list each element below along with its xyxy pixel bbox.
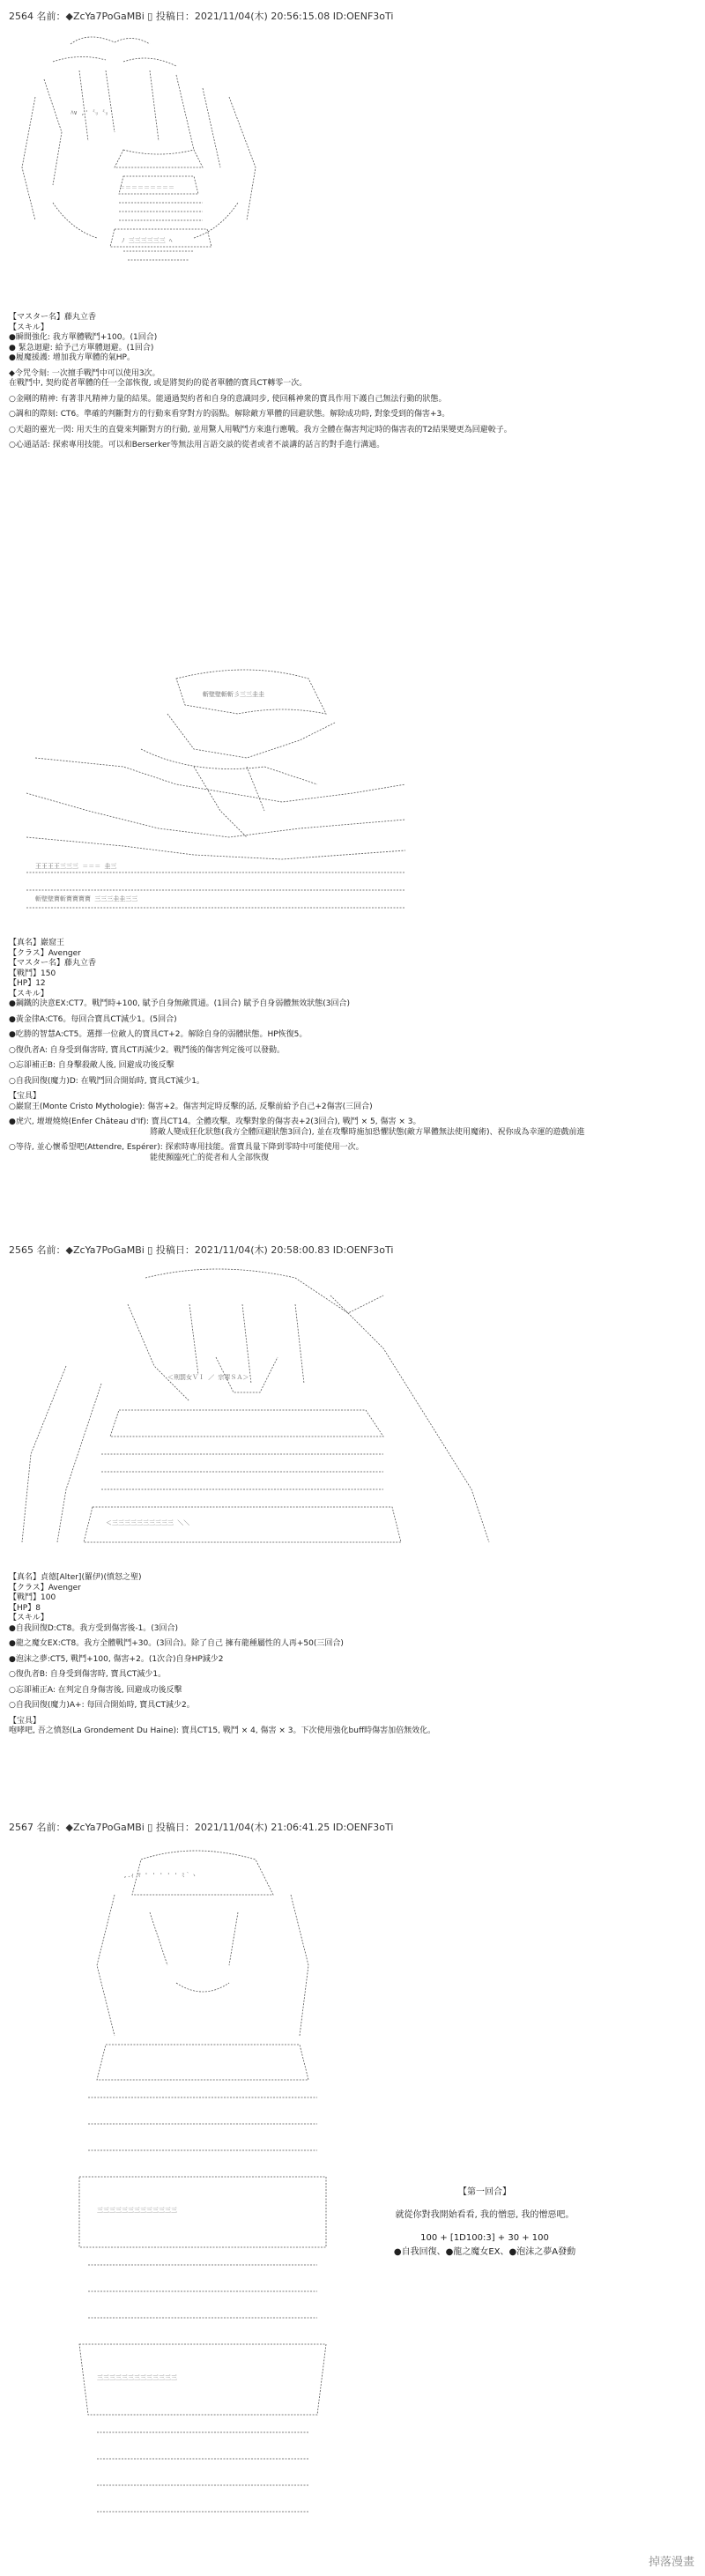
svg-text:三三三三三三三三三三三三三: 三三三三三三三三三三三三三 xyxy=(97,2207,177,2214)
site-watermark: 掉落漫畫 xyxy=(648,2556,694,2569)
noble-phantasm-heading: 【宝具】 xyxy=(9,1092,41,1101)
ascii-art-drawing xyxy=(62,1842,344,2543)
battle-stat: 【戰鬥】150 xyxy=(9,969,56,978)
master-line: 【マスター名】藤丸立香 xyxy=(9,959,97,968)
battle-stat: 【戰鬥】100 xyxy=(9,1593,56,1602)
skill-heading: 【スキル】 xyxy=(9,1614,48,1622)
skill-line: ○忘卻補正A: 在判定自身傷害後, 回避成功後反擊 xyxy=(9,1685,182,1695)
svg-text:＜三三三三三三三三三三 ＼＼: ＜三三三三三三三三三三 ＼＼ xyxy=(106,1519,190,1526)
skill-line: ●鋼鐵的決意EX:CT7。戰鬥時+100, 賦予自身無敵貫通。(1回合) 賦予自身弱體無效狀態(3回合) xyxy=(9,999,351,1008)
skill-line: ○金剛的精神: 有著非凡精神力量的結果。能通過契約者和自身的意識同步, 使回稱神衆的寶具作用下護自己無法行動的狀態。 xyxy=(9,394,447,404)
skill-line: ○心通話話: 探索專用技能。可以和Berserker等無法用言語交談的從者或者不談講的話言的對手進行溝通。 xyxy=(9,441,385,449)
skill-heading: 【スキル】 xyxy=(9,989,48,998)
skill-line: ●瞬間強化: 我方單體戰鬥+100。(1回合) xyxy=(9,333,158,342)
noble-phantasm-line: ○巖窟王(Monte Cristo Mythologie): 傷害+2。傷害判定時反擊的話, 反擊前給予自己+2傷害(三回合) xyxy=(9,1102,373,1111)
servant-stats-master xyxy=(9,313,696,451)
svg-text:王王王王三三三 ＝＝＝ 圭三: 王王王王三三三 ＝＝＝ 圭三 xyxy=(35,863,117,870)
servant-stats-jalter xyxy=(9,1573,696,1737)
skill-line: ○自我回復(魔力)D: 在戰鬥回合開始時, 寶具CT減少1。 xyxy=(9,1076,204,1086)
class-line: 【クラス】Avenger xyxy=(9,948,81,958)
skill-heading: 【スキル】 xyxy=(9,323,48,332)
round-dialogue: 就從你對我開始看看, 我的憎惡, 我的憎惡吧。 xyxy=(395,2210,575,2220)
skill-line: 在戰鬥中, 契約從者單體的任一全部恢復, 或是將契約的從者單體的寶具CT轉零一次。 xyxy=(9,379,308,388)
ascii-art-figure xyxy=(18,26,352,291)
round-formula: 100 + [1D100:3] + 30 + 100 xyxy=(420,2233,549,2243)
svg-text:,.ｨ ﾏ ' ' ' ' ' ﾐ｀ヽ: ,.ｨ ﾏ ' ' ' ' ' ﾐ｀ヽ xyxy=(123,1872,197,1879)
true-name: 【真名】巖窟王 xyxy=(9,939,65,947)
ascii-art-drawing xyxy=(18,26,352,291)
ascii-art-drawing xyxy=(18,661,414,925)
skill-line: ○忘卻補正B: 自身擊殺敵人後, 回避成功後反擊 xyxy=(9,1061,174,1070)
skill-line: ○天超的靈光一閃: 用天生的直覺來判斷對方的行動, 並用驚人用戰鬥方來進行應戰。我方全體在傷害判定時的傷害表的T2結果變更為回避較子。 xyxy=(9,425,512,434)
round-panel xyxy=(352,2186,617,2260)
round-title: 【第一回合】 xyxy=(458,2187,511,2197)
master-name: 【マスター名】藤丸立香 xyxy=(9,313,97,322)
noble-phantasm-line: 咆哮吧, 吾之憤怒(La Grondement Du Haine): 寶具CT15, 戰鬥 × 4, 傷害 × 3。下次使用強化buff時傷害加倍無效化。 xyxy=(9,1726,436,1735)
noble-phantasm-line: 將敵人變成狂化狀態(我方全體回避狀態3回合), 並在攻擊時施加恐懼狀態(敵方單體無法使用魔術)、祝你成為幸運的遊戲前進 xyxy=(150,1127,585,1137)
skill-line: ●履魔援護: 增加我方單體的氣HP。 xyxy=(9,353,135,362)
post-header: 2565 名前：◆ZcYa7PoGaMBi ▯ 投稿日：2021/11/04(木) 20:58:00.83 ID:OENF3oTi xyxy=(9,1244,394,1256)
skill-line: ●吃勝的智慧A:CT5。選擇一位敵人的寶具CT+2。解除自身的弱體狀態。HP恢復5。 xyxy=(9,1030,308,1039)
noble-phantasm-line: ○等待, 並心懷希望吧(Attendre, Espérer): 探索時專用技能。當寶具量下降到零時中可能使用一次。 xyxy=(9,1143,364,1152)
skill-line: ●泡沫之夢:CT5, 戰鬥+100, 傷害+2。(1次合)自身HP減少2 xyxy=(9,1654,224,1664)
ascii-art-drawing xyxy=(13,1260,507,1555)
noble-phantasm-line: ●虎穴, 壇壇燒燒(Enfer Château d'If): 寶具CT14。全體攻擊。攻擊對象的傷害表+2(3回合), 戰鬥 × 5, 傷害 × 3。 xyxy=(9,1117,421,1126)
svg-text:＝＝＝＝＝＝＝＝＝: ＝＝＝＝＝＝＝＝＝ xyxy=(119,184,174,191)
svg-text:＜刑罰女ＶＩ ／ 宗罪ＳＡ＞: ＜刑罰女ＶＩ ／ 宗罪ＳＡ＞ xyxy=(167,1374,249,1381)
post-header: 2567 名前：◆ZcYa7PoGaMBi ▯ 投稿日：2021/11/04(木) 21:06:41.25 ID:OENF3oTi xyxy=(9,1822,394,1833)
skill-line: ●黃金律A:CT6。每回合寶具CT減少1。(5回合) xyxy=(9,1014,177,1024)
hp-stat: 【HP】8 xyxy=(9,1603,41,1613)
skill-line: ●龍之魔女EX:CT8。我方全體戰鬥+30。(3回合)。除了自己 擁有龍種屬性的人再+50(三回合) xyxy=(9,1639,344,1648)
true-name: 【真名】貞德[Alter](羅伊)(憤怒之聖) xyxy=(9,1573,142,1582)
skill-line: ○調和的際刻: CT6。準確的判斷對方的行動來看穿對方的弱點。解除敵方單體的回避狀態。解除成功時, 對象受到的傷害+3。 xyxy=(9,410,450,419)
post-header: 2564 名前：◆ZcYa7PoGaMBi ▯ 投稿日：2021/11/04(木) 20:56:15.08 ID:OENF3oTi xyxy=(9,11,394,22)
ascii-art-figure xyxy=(18,661,414,925)
ascii-art-figure xyxy=(13,1260,507,1555)
servant-stats-edmond xyxy=(9,939,696,1163)
svg-text:斬壁壁寶斬寶寶寶寶 三三三圭圭三三: 斬壁壁寶斬寶寶寶寶 三三三圭圭三三 xyxy=(35,895,138,902)
svg-text:三三三三三三三三三三三三三: 三三三三三三三三三三三三三 xyxy=(97,2374,177,2381)
hp-stat: 【HP】12 xyxy=(9,979,46,988)
skill-line: ◆令咒令刻: 一次擅手戰鬥中可以使用3次。 xyxy=(9,368,160,378)
skill-line: ○復仇者B: 自身受到傷害時, 寶具CT減少1。 xyxy=(9,1670,167,1679)
skill-line: ●自我回復D:CT8。我方受到傷害後-1。(3回合) xyxy=(9,1623,179,1633)
svg-text:斬壁壁斬斬彡三三圭圭: 斬壁壁斬斬彡三三圭圭 xyxy=(203,691,264,698)
svg-text:ﾊ∨ ,' ㍉ ㍉: ﾊ∨ ,' ㍉ ㍉ xyxy=(70,109,108,116)
ascii-art-figure xyxy=(62,1842,344,2543)
skill-line: ○自我回復(魔力)A+: 每回合開始時, 寶具CT減少2。 xyxy=(9,1701,195,1710)
round-skills: ●自我回復、●龍之魔女EX、●泡沫之夢A發動 xyxy=(393,2247,576,2257)
skill-line: ● 緊急迴避: 給予己方單體迴避。(1回合) xyxy=(9,343,154,353)
noble-phantasm-heading: 【宝具】 xyxy=(9,1716,41,1726)
class-line: 【クラス】Avenger xyxy=(9,1583,81,1592)
svg-text:ﾉ 三三三三三三 ﾍ: ﾉ 三三三三三三 ﾍ xyxy=(122,237,173,244)
noble-phantasm-line: 能使瀕臨死亡的從者和人全部恢復 xyxy=(150,1153,270,1162)
skill-line: ○復仇者A: 自身受到傷害時, 寶具CT再減少2。戰鬥後的傷害判定後可以發動。 xyxy=(9,1045,285,1055)
